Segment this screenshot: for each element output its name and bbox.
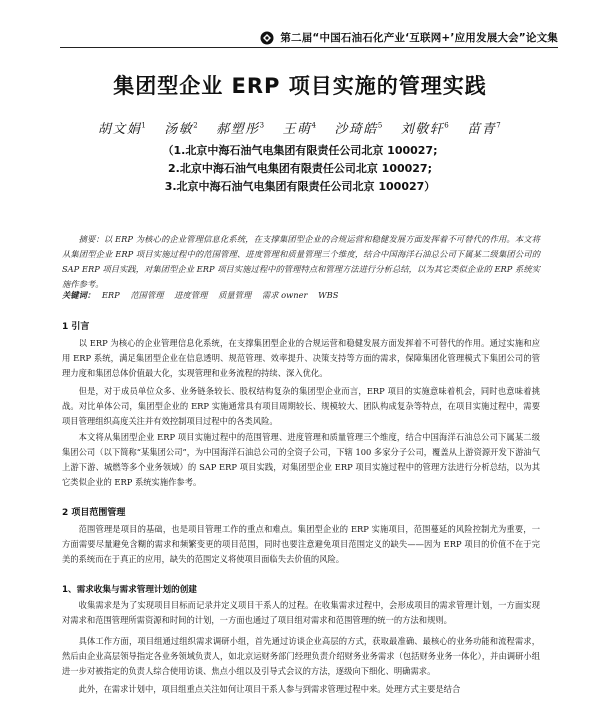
body-paragraph: 本文将从集团型企业 ERP 项目实施过程中的范围管理、进度管理和质量管理三个维度，结合中国海洋石油总公司下属某二级集团公司（以下简称“某集团公司”，为中国海洋石油总公司的全资子公司，下辖 100 多家分子公司，覆盖从上游资源开发下游油气上游下游、城燃等多个业务领域）的 SAP ERP 项目实践，对集团型企业 ERP 项目实施过程中的管理方法进行分析总结，以为其它类似企业的 ERP 系统实施作参考。 <box>62 432 540 487</box>
keyword: ERP <box>101 290 120 300</box>
section-heading-introduction: 1 引言 <box>62 322 90 332</box>
keyword: 质量管理 <box>218 290 252 300</box>
body-paragraph: 收集需求是为了实现项目目标而记录并定义项目干系人的过程。在收集需求过程中，会形成项目的需求管理计划，一方面实现对需求和范围管理所需资源和时间的计划，一方面也通过了项目组对需求和范围管理的统一的方法和规则。 <box>62 600 540 625</box>
author: 沙琦皓$^5$ <box>334 121 384 137</box>
author: 王萌$^4$ <box>282 121 318 137</box>
body-paragraph: 此外，在需求计划中，项目组重点关注如何让项目干系人参与到需求管理过程中来。处理方式主要是结合 <box>78 684 461 694</box>
author-list <box>0 118 600 137</box>
running-header <box>260 30 558 45</box>
keyword: 范围管理 <box>130 290 164 300</box>
affiliation-2: 2.北京中海石油气电集团有限责任公司北京 100027; <box>168 162 432 175</box>
keyword: 需求 owner <box>261 290 308 300</box>
section-heading-scope-management: 2 项目范围管理 <box>62 508 126 518</box>
author: 汤敏$^2$ <box>164 121 200 137</box>
keywords-label: 关键词： <box>62 290 96 300</box>
affiliation-3: 3.北京中海石油气电集团有限责任公司北京 100027） <box>164 180 436 193</box>
author: 郝塑彤$^3$ <box>216 121 266 137</box>
running-title: 第二届“中国石油石化产业‘互联网+’应用发展大会”论文集 <box>280 32 558 44</box>
keyword: 进度管理 <box>174 290 208 300</box>
body-paragraph: 以 ERP 为核心的企业管理信息化系统，在支撑集团型企业的合规运营和稳健发展方面发挥着不可替代的作用。通过实施和应用 ERP 系统，满足集团型企业在信息透明、规范管理、效率提升、决策支持等方面的需求，保障集团化管理模式下集团公司的管理力度和集团总体价值最大化，实现管理和业务流程的持续、深入优化。 <box>62 338 540 378</box>
author: 胡文娟$^1$ <box>97 121 148 137</box>
subsection-heading: 1、需求收集与需求管理计划的创建 <box>62 585 197 595</box>
author: 刘敬轩$^6$ <box>400 121 451 137</box>
abstract: 摘要：以 ERP 为核心的企业管理信息化系统，在支撑集团型企业的合规运营和稳健发展方面发挥着不可替代的作用。本文将从集团型企业 ERP 项目实施过程中的范围管理、进度管理和质量管理三个维度，结合中国海洋石油总公司下属某二级集团公司的 SAP ERP 项目实践，对集团型企业 ERP 项目实施过程中的管理特点和管理方法进行分析总结，以为其它类似企业的 ERP 系统实施作参考。 <box>62 234 540 290</box>
paper-title: 集团型企业 ERP 项目实施的管理实践 <box>113 74 487 98</box>
body-paragraph: 但是，对于成员单位众多、业务链条较长、股权结构复杂的集团型企业而言，ERP 项目的实施意味着机会，同时也意味着挑战。对比单体公司，集团型企业的 ERP 实施通常具有项目周期较长、规模较大、团队构成复杂等特点，在项目实施过程中，需要项目管理组织高度关注并有效控制项目过程中的各类风险。 <box>62 386 540 426</box>
affiliation-1: （1.北京中海石油气电集团有限责任公司北京 100027; <box>162 144 438 157</box>
body-paragraph: 范围管理是项目的基础，也是项目管理工作的重点和难点。集团型企业的 ERP 实施项目，范围蔓延的风险控制尤为重要，一方面需要尽量避免含糊的需求和频繁变更的项目范围，同时也要注意避免项目范围定义的缺失——因为 ERP 项目的价值不在于完美的系统而在于真正的应用，缺失的范围定义将使项目面临失去价值的风险。 <box>62 524 540 564</box>
keyword: WBS <box>318 290 339 300</box>
body-paragraph: 具体工作方面，项目组通过组织需求调研小组，首先通过访谈企业高层的方式，获取最准确、最核心的业务功能和流程需求，然后由企业高层领导指定各业务领域负责人，如北京运财务部门经理负责介绍财务业务需求（包括财务业务一体化），并由调研小组进一步对被指定的负责人综合使用访谈、焦点小组以及引导式会议的方法，逐级向下细化、明确需求。 <box>62 636 540 676</box>
keywords <box>62 289 540 301</box>
header-rule <box>60 47 558 48</box>
conference-logo-icon <box>260 31 274 45</box>
author: 苗青$^7$ <box>467 121 503 137</box>
